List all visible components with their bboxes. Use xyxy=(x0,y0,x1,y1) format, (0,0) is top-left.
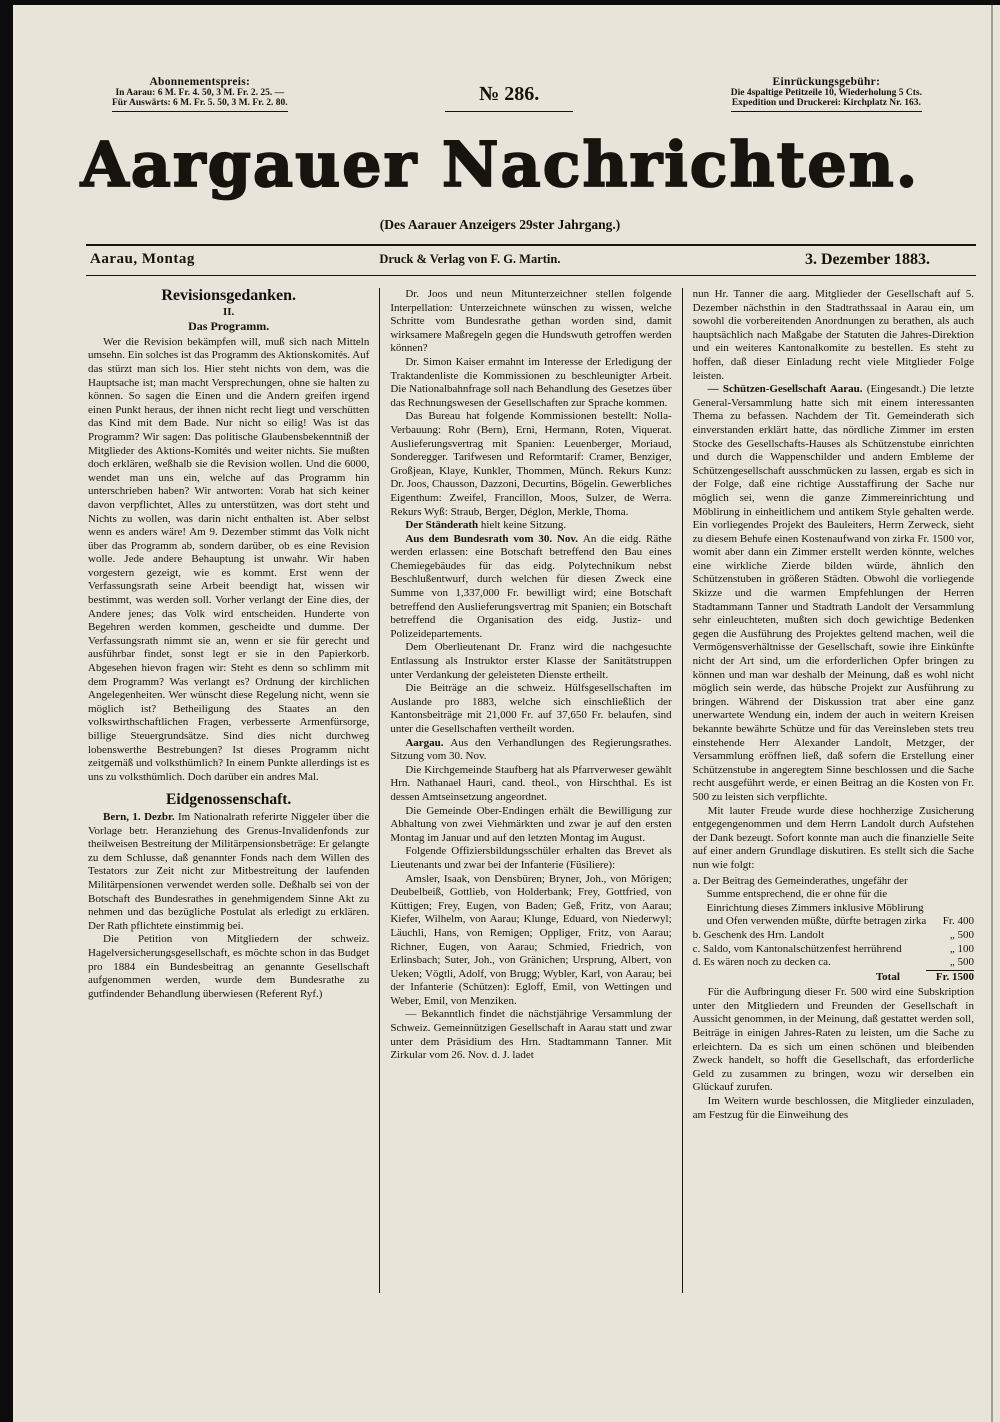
masthead-title: Aargauer Nachrichten. xyxy=(80,128,920,201)
paragraph: Aus dem Bundesrath vom 30. Nov. An die eidg. Räthe werden erlassen: eine Botschaft betreffend den Bau eines Chemiegebäudes für das eidg. Polytechnikum nebst Beschlußentwurf, durch welchen für diesen Zweck eine Summe von 1,337,000 Fr. bewilligt wird; eine Botschaft betreffend den Auslieferungsvertrag mit Spanien; ein Botschaft betreffend die Organisation des eidg. Justiz- und Polizeidepartements. xyxy=(390,532,672,640)
paragraph: — Schützen-Gesellschaft Aarau. (Eingesandt.) Die letzte General-Versammlung hatte sich mit einem interessanten Thema zu befassen. Nachdem der Tit. Gemeinderath sich einverstanden erklärt hatte, das nördliche Zimmer im ersten Stocke des Gesellschafts-Hauses als Schützenstube einrichten und durch die Wappenschilder und andern Embleme der Schützengesellschaft ausschmücken zu lassen, ergab es sich in der Folge, daß eine richtige Ausstaffirung der Sache nur möglich sei, wenn die ganze Zimmereinrichtung und Möblirung in einheitlichem und antikem Style gehalten werde. Ein vorliegendes Projekt des Bauleiters, Herrn Zerweck, sieht zu diesem Behufe einen Kostenaufwand von zirka Fr. 1500 vor, womit aber dann ein Zimmer erstellt werden könnte, welches eine wirkliche Zierde bilden würde, ähnlich den Schützenstuben in größeren Städten. Obwohl die vorliegende Skizze und die warmen Empfehlungen der Herren Stadtammann Tanner und Stadtrath Landolt der Versammlung sehr einleuchteten, mußten sich doch gewichtige Bedenken gegen die Ausführung des Projektes geltend machen, weil die Vermögensverhältnisse der Gesellschaft, sowie ihre Einkünfte nicht der Art sind, um die erforderlichen Opfer bringen zu können und man war deshalb der Meinung, daß es wohl nicht möglich sein werde, das hübsche Projekt zur Ausführung zu bringen. Während der Diskussion trat aber eine ganz unerwartete Wendung ein, indem der auch in weitern Kreisen bekannte bewährte Schütze und für das Vereinsleben stets treu einstehende Herr Alexander Landolt, Metzger, der Versammlung eröffnen ließ, daß sofern die Erstellung einer Schützenstube in angeregtem Sinne beschlossen und die Sache recht ausgeführt werde, er einen Beitrag an die Kosten von Fr. 500 zu leisten sich verpflichte. xyxy=(692,383,974,803)
money-item-amount: Fr. 1500 xyxy=(926,970,974,985)
paragraph: Folgende Offiziersbildungsschüler erhalten das Brevet als Lieutenants und zwar bei der Infanterie (Füsiliere): xyxy=(390,845,672,871)
paragraph: Dem Oberlieutenant Dr. Franz wird die nachgesuchte Entlassung als Instruktor erster Klasse der Sanitätstruppen unter Verdankung der geleisteten Dienste ertheilt. xyxy=(390,641,672,681)
subscription-price-line-1: In Aarau: 6 M. Fr. 4. 50, 3 M. Fr. 2. 25. — xyxy=(115,88,285,98)
article-heading: Revisionsgedanken. xyxy=(161,288,297,304)
subscription-price-line-2: Für Auswärts: 6 M. Fr. 5. 50, 3 M. Fr. 2. 80. xyxy=(112,98,288,108)
masthead-subtitle: (Des Aarauer Anzeigers 29ster Jahrgang.) xyxy=(379,217,621,232)
paragraph-lead: — Schützen-Gesellschaft Aarau. xyxy=(707,383,867,396)
page-content xyxy=(86,244,976,1293)
money-item-text: a. Der Beitrag des Gemeinderathes, ungefähr der Summe entsprechend, die er ohne für die Einrichtung dieses Zimmers inklusive Möblirung und Ofen verwenden müßte, dürfte betragen zirka xyxy=(692,874,927,928)
dateline-place: Aarau, Montag xyxy=(90,251,195,267)
dateline xyxy=(86,246,976,275)
dateline-date: 3. Dezember 1883. xyxy=(805,250,930,268)
subscription-price-title: Abonnementspreis: xyxy=(149,76,251,88)
insertion-fee-line-2: Expedition und Druckerei: Kirchplatz Nr. 163. xyxy=(731,98,921,108)
scan-edge-left xyxy=(0,0,13,1422)
section-heading: Eidgenossenschaft. xyxy=(166,791,292,809)
paragraph-cont: nun Hr. Tanner die aarg. Mitglieder der Gesellschaft auf 5. Dezember nächsthin in den Stadtrathssaal in Aarau ein, um sowohl die vorbereitenden Anordnungen zu berathen, als auch hauptsächlich nach Maßgabe der Statuten die Jahres-Direktion und ein weiteres Kantonalkomite zu bestellen. Es steht zu hoffen, daß dieser Einladung recht viele Mitglieder Folge leisten. xyxy=(692,288,974,382)
scan-edge-top xyxy=(0,0,1000,5)
money-item-row xyxy=(693,929,974,943)
insertion-fee-title: Einrückungsgebühr: xyxy=(772,76,881,88)
paragraph: — Bekanntlich findet die nächstjährige Versammlung der Schweiz. Gemeinnützigen Gesellschaft in Aarau statt und zwar unter dem Präsidium des Hrn. Stadtammann Tanner. Mit Zirkular vom 26. Nov. d. J. ladet xyxy=(390,1008,672,1062)
column-1 xyxy=(86,288,379,1293)
insertion-fee-line-1: Die 4spaltige Petitzeile 10, Wiederholung 5 Cts. xyxy=(730,88,922,98)
subscription-price-box xyxy=(112,76,288,112)
money-item-amount: Fr. 400 xyxy=(942,915,974,928)
paragraph: Mit lauter Freude wurde diese hochherzige Zusicherung entgegengenommen und dem Herrn Landolt durch Aufstehen der Dank bezeugt. Sofort konnte man auch die finanzielle Seite auf einer andern Grundlage diskutiren. Es stellt sich die Sache nun wie folgt: xyxy=(692,804,974,871)
money-item-amount: „ 500 xyxy=(949,928,974,941)
issue-number: № 286. xyxy=(445,83,573,112)
paragraph: Im Weitern wurde beschlossen, die Mitglieder einzuladen, am Festzug für die Einweihung des xyxy=(692,1095,974,1121)
paragraph-lead: Aargau. xyxy=(405,736,451,749)
money-item-text: c. Saldo, vom Kantonalschützenfest herrührend xyxy=(692,942,902,955)
money-item-amount: „ 500 xyxy=(949,956,974,969)
paragraph: Die Petition von Mitgliedern der schweiz. Hagelversicherungsgesellschaft, es möchte schon in das Budget pro 1884 ein Bundesbeitrag an genannte Gesellschaft aufgenommen werden, wurde dem Bundesrathe zu gutfindender Behandlung überwiesen (Referent Ryf.) xyxy=(88,933,370,1000)
column-2 xyxy=(379,288,681,1293)
center-bold: Das Programm. xyxy=(188,319,270,334)
paragraph: Dr. Joos und neun Mitunterzeichner stellen folgende Interpellation: Unterzeichnete wünschen zu wissen, welche Schritte vom Bundesrathe gethan worden sind, damit wirksamere Maßregeln gegen die Hundswuth getroffen werden können? xyxy=(390,288,672,355)
paragraph: Bern, 1. Dezbr. Im Nationalrath referirte Niggeler über die Vorlage betr. Heranziehung des Grenus-Invalidenfonds zur theilweisen Bestreitung der Militärpensionsbeträge: Er gelangte zu dem Schlusse, daß genannter Fonds nach dem Willen des Testators zur Zeit nicht zur Mitbestreitung der laufenden Militärpensionen verwendet werden solle. Deßhalb sei von der Botschaft des Bundesrathes in genehmigendem Sinne Akt zu nehmen und das bezügliche Postulat als erledigt zu erklären. Der Rath pflichtete einstimmig bei. xyxy=(88,810,370,932)
paragraph: Für die Aufbringung dieser Fr. 500 wird eine Subskription unter den Mitgliedern und Freunden der Gesellschaft in Aussicht genommen, in der Meinung, daß gestattet werden soll, Beiträge in einigen Jahres-Raten zu leisten, um die Sache zu erleichtern. Da es sich um einen schönen und bleibenden Zweck handelt, so hofft die Gesellschaft, das erforderliche Geld zu zusammen zu bringen, wozu wir derselben ein Glückauf zurufen. xyxy=(692,986,974,1094)
money-item-text: d. Es wären noch zu decken ca. xyxy=(692,956,831,969)
money-total-row xyxy=(693,970,974,985)
paragraph-lead: Der Ständerath xyxy=(405,519,481,532)
insertion-fee-box xyxy=(731,76,922,112)
paragraph: Die Gemeinde Ober-Endingen erhält die Bewilligung zur Abhaltung von zwei Viehmärkten und zwar je auf den ersten Montag im Januar und auf den letzten Montag im August. xyxy=(390,804,672,844)
money-list xyxy=(693,875,974,985)
paragraph-lead: Aus dem Bundesrath vom 30. Nov. xyxy=(405,532,583,545)
paragraph: Wer die Revision bekämpfen will, muß sich nach Mitteln umsehn. Ein solches ist das Programm des Aktionskomités. Auf das stürzt man sich los. Hier steht nichts von dem, was die Hauptsache ist; man macht Versprechungen, ohne sie halten zu können. So sagen die Einen und die Andern greifen irgend einen Punkt heraus, der ihnen nicht recht liegt und verschütten das Kind mit dem Bade. Nur nicht so eilig! Was ist das Programm? Wir sagen: Das politische Glaubensbekenntniß der Mitglieder des Aktions-Komités und weiter nichts. Sie mußten doch erklären, weßhalb sie die Revision wollen. Und die 6000, wendet man uns ein, welche auf das Programm hin unterschrieben haben? Wir antworten: Vorab hat sich keiner davon verpflichtet, Alles zu unterstützen, was dort steht und Nichts zu wollen, was darin nicht enthalten ist. Aber selbst wenn es anders wäre! Am 9. Dezember stimmt das Volk nicht über das Programm ab, sondern darüber, ob es eine Revision wolle. Jede andere Behauptung ist unwahr. Wir haben vorgestern gezeigt, wie es kommt. Erst wenn der Verfassungsrath seine Arbeit beendigt hat, wissen wir bestimmt, was werden soll. Vorher verlangt der Eine dies, der Andere jenes; das Volk wird entscheiden. Hunderte von Begehren werden kommen, gescheidte und dumme. Der Verfassungsrath nimmt sie an, wenn er sie für gerecht und ausführbar findet, sonst legt er sie in den Papierkorb. Abgesehen hievon fragen wir: Steht es denn so schlimm mit dem Programm? Was verlangt es? Ordnung der kirchlichen Angelegenheiten. Wer wünscht diese Regelung nicht, wenn sie möglich ist? Betheiligung des Staates an den volkswirthschaftlichen Fragen, verbesserte Armenfürsorge, billige Steuergrundsätze. Sind dies nicht durchweg lobenswerthe Bestrebungen? Ist dieses Programm nicht zeitgemäß und volksthümlich? In einem Punkte allerdings ist es uns zu volksthümlich. Doch darüber ein andres Mal. xyxy=(88,335,370,783)
dateline-publisher: Druck & Verlag von F. G. Martin. xyxy=(379,252,561,266)
paragraph: Das Bureau hat folgende Kommissionen bestellt: Nolla-Verbauung: Rohr (Bern), Erni, Hermann, Roten, Viquerat. Auslieferungsvertrag mit Spanien: Leuenberger, Moriaud, Sonderegger. Tarifwesen und Reformtarif: Cramer, Benziger, Großjean, Klaye, Kunkler, Thommen, Münch. Rekurs Kunz: Dr. Joos, Chausson, Dazzoni, Decurtins, Bögelin. Gewerbliches Eigenthum: Zweifel, Francillon, Moos, Sulzer, de Werra. Rekurs Wyß: Straub, Berger, Déglon, Merkle, Thoma. xyxy=(390,410,672,518)
column-3 xyxy=(682,288,976,1293)
money-item-row xyxy=(693,943,974,957)
paragraph: Die Kirchgemeinde Staufberg hat als Pfarrverweser gewählt Hrn. Nathanael Hauri, cand. theol., von Hirschthal. Es ist dessen Amtseinsetzung angeordnet. xyxy=(390,763,672,803)
money-item-text: Total xyxy=(875,970,900,983)
paragraph: Dr. Simon Kaiser ermahnt im Interesse der Erledigung der Traktandenliste die Kommissionen zu beschleunigter Arbeit. Die Nationalbahnfrage soll nach Behandlung des Gesetzes über das Rechnungswesen der Gesellschaften zur Sprache kommen. xyxy=(390,355,672,409)
paragraph: Der Ständerath hielt keine Sitzung. xyxy=(405,519,567,532)
scan-edge-right xyxy=(991,0,993,1422)
divider-rule-bottom xyxy=(86,275,976,277)
center-line: II. xyxy=(223,305,235,318)
money-item-text: b. Geschenk des Hrn. Landolt xyxy=(692,928,825,941)
money-item-amount: „ 100 xyxy=(949,942,974,955)
article-columns xyxy=(86,288,976,1293)
paragraph: Aargau. Aus den Verhandlungen des Regierungsrathes. Sitzung vom 30. Nov. xyxy=(390,736,672,763)
paragraph-lead: Bern, 1. Dezbr. xyxy=(103,810,179,823)
money-item-row xyxy=(693,956,974,970)
paragraph: Die Beiträge an die schweiz. Hülfsgesellschaften im Auslande pro 1883, welche sich einschließlich der Kantonsbeiträge mit 21,000 Fr. auf 37,650 Fr. belaufen, sind unter die Gesellschaften vertheilt worden. xyxy=(390,682,672,735)
page-header xyxy=(0,0,1000,112)
paragraph: Amsler, Isaak, von Densbüren; Bryner, Joh., von Mörigen; Deubelbeiß, Gottlieb, von Holderbank; Frey, Gottfried, von Küttigen; Frey, Eugen, von Baden; Geß, Fritz, von Aarau; Kiefer, Wilhelm, von Aarau; Klunge, Eduard, von Niederwyl; Läuchli, Hans, von Remigen; Oppliger, Fritz, von Aarau; Richner, Eugen, von Aarau; Schmied, Friedrich, von Erlinsbach; Suter, Joh., von Gränichen; Ursprung, Albert, von Ueken; Vögtli, Adolf, von Brugg; Wybler, Karl, von Aarau; bei der Infanterie (Schützen): Egloff, Emil, von Wettingen und Weber, Emil, von Menziken. xyxy=(390,872,672,1007)
money-item-row xyxy=(693,875,974,929)
